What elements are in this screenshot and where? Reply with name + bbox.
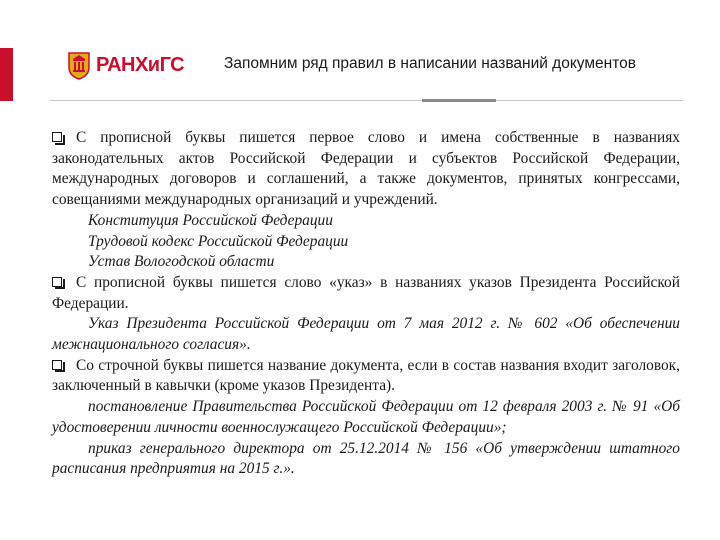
rule-text: С прописной буквы пишется слово «указ» в названиях указов Президента Российской Федерации. bbox=[52, 273, 680, 312]
rule-text: С прописной буквы пишется первое слово и имена собственные в названиях законодательных актов Российской Федерации и субъектов Российской Федерации, международных договоров и соглашений, а также документов, принятых конгрессами, совещаниями международных организаций и учреждений. bbox=[52, 129, 680, 209]
logo bbox=[66, 48, 184, 82]
example-item: постановление Правительства Российской Федерации от 12 февраля 2003 г. № 91 «Об удостоверении личности военнослужащего Российской Федерации»; bbox=[52, 398, 680, 436]
checkbox-bullet-icon bbox=[52, 277, 62, 287]
page-title: Запомним ряд правил в написании названий документов bbox=[223, 55, 636, 72]
rule-item bbox=[52, 128, 680, 211]
emblem-icon bbox=[66, 50, 92, 80]
checkbox-bullet-icon bbox=[52, 132, 62, 142]
rule-text: Со строчной буквы пишется название документа, если в состав названия входит заголовок, заключенный в кавычки (кроме указов Президента). bbox=[52, 356, 680, 395]
logo-text: РАНХиГС bbox=[96, 53, 185, 76]
accent-bar bbox=[0, 48, 13, 101]
example-item: Указ Президента Российской Федерации от 7 мая 2012 г. № 602 «Об обеспечении межнационального согласия». bbox=[52, 315, 680, 354]
example-item: Устав Вологодской области bbox=[88, 253, 275, 271]
rules-content bbox=[52, 128, 680, 480]
example-item: приказ генерального директора от 25.12.2014 № 156 «Об утверждении штатного расписания предприятия на 2015 г.». bbox=[52, 439, 680, 478]
header-divider bbox=[50, 100, 683, 101]
rule-item bbox=[52, 356, 680, 397]
example-item: Трудовой кодекс Российской Федерации bbox=[88, 232, 349, 250]
checkbox-bullet-icon bbox=[52, 360, 62, 370]
header-divider-accent bbox=[422, 99, 496, 102]
example-item: Конституция Российской Федерации bbox=[88, 211, 333, 229]
rule-item bbox=[52, 273, 680, 314]
